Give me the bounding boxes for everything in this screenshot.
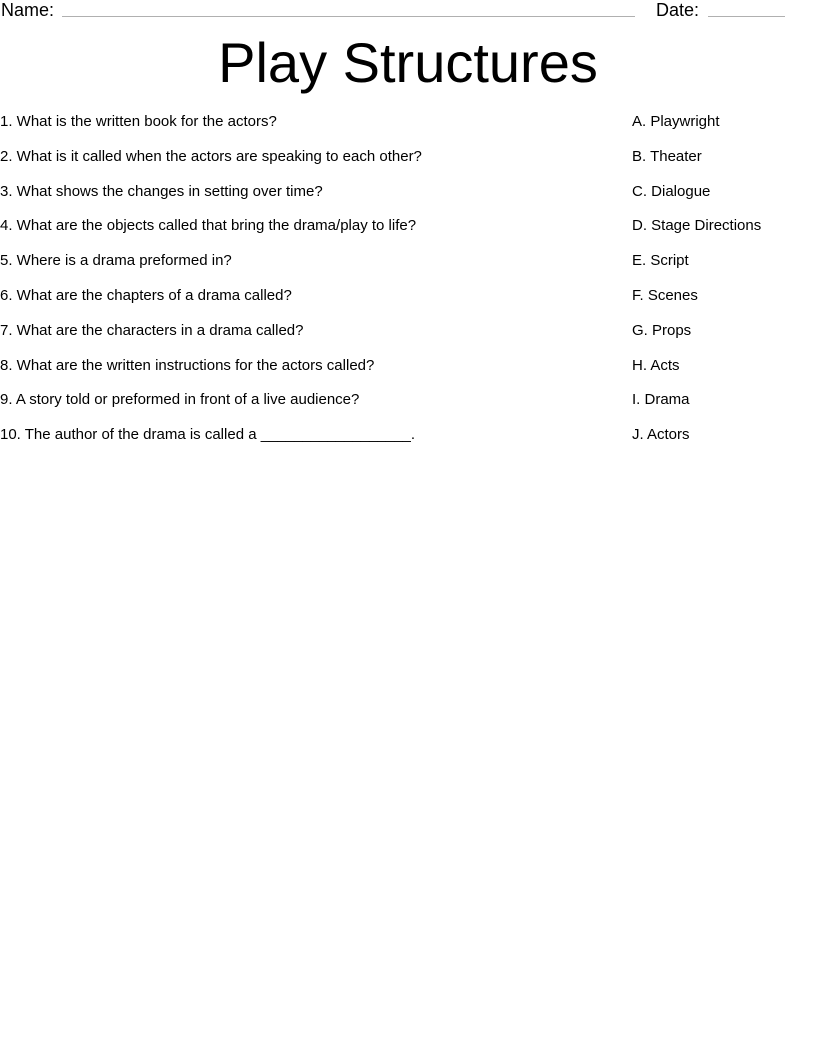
answer-item-a: A. Playwright [632, 113, 720, 130]
answer-list [632, 112, 812, 460]
date-blank-line[interactable] [708, 16, 785, 17]
date-label: Date: [656, 0, 700, 20]
question-item-2: 2. What is it called when the actors are speaking to each other? [0, 147, 422, 165]
question-item-6: 6. What are the chapters of a drama called? [0, 286, 292, 304]
answer-item-g: G. Props [632, 321, 692, 339]
answer-item-i: I. Drama [632, 391, 690, 409]
answer-item-c: C. Dialogue [632, 182, 711, 200]
question-item-9: 9. A story told or preformed in front of a live audience? [0, 391, 360, 409]
question-item-4: 4. What are the objects called that bring the drama/play to life? [0, 217, 417, 235]
answer-item-h: H. Acts [632, 356, 680, 374]
question-list [0, 112, 600, 460]
question-item-7: 7. What are the characters in a drama called? [0, 321, 304, 339]
name-label: Name: [1, 0, 55, 20]
answer-item-b: B. Theater [632, 147, 702, 165]
question-item-5: 5. Where is a drama preformed in? [0, 252, 232, 270]
name-blank-line[interactable] [62, 16, 635, 17]
answer-item-d: D. Stage Directions [632, 217, 762, 235]
question-item-1: 1. What is the written book for the actors? [0, 113, 277, 130]
answer-item-j: J. Actors [632, 426, 690, 444]
worksheet-header [0, 0, 816, 24]
answer-item-e: E. Script [632, 252, 689, 270]
question-item-8: 8. What are the written instructions for the actors called? [0, 356, 375, 374]
answer-item-f: F. Scenes [632, 286, 698, 304]
question-item-10: 10. The author of the drama is called a __________________. [0, 426, 416, 444]
question-item-3: 3. What shows the changes in setting over time? [0, 182, 323, 200]
page-title: Play Structures [218, 31, 598, 94]
